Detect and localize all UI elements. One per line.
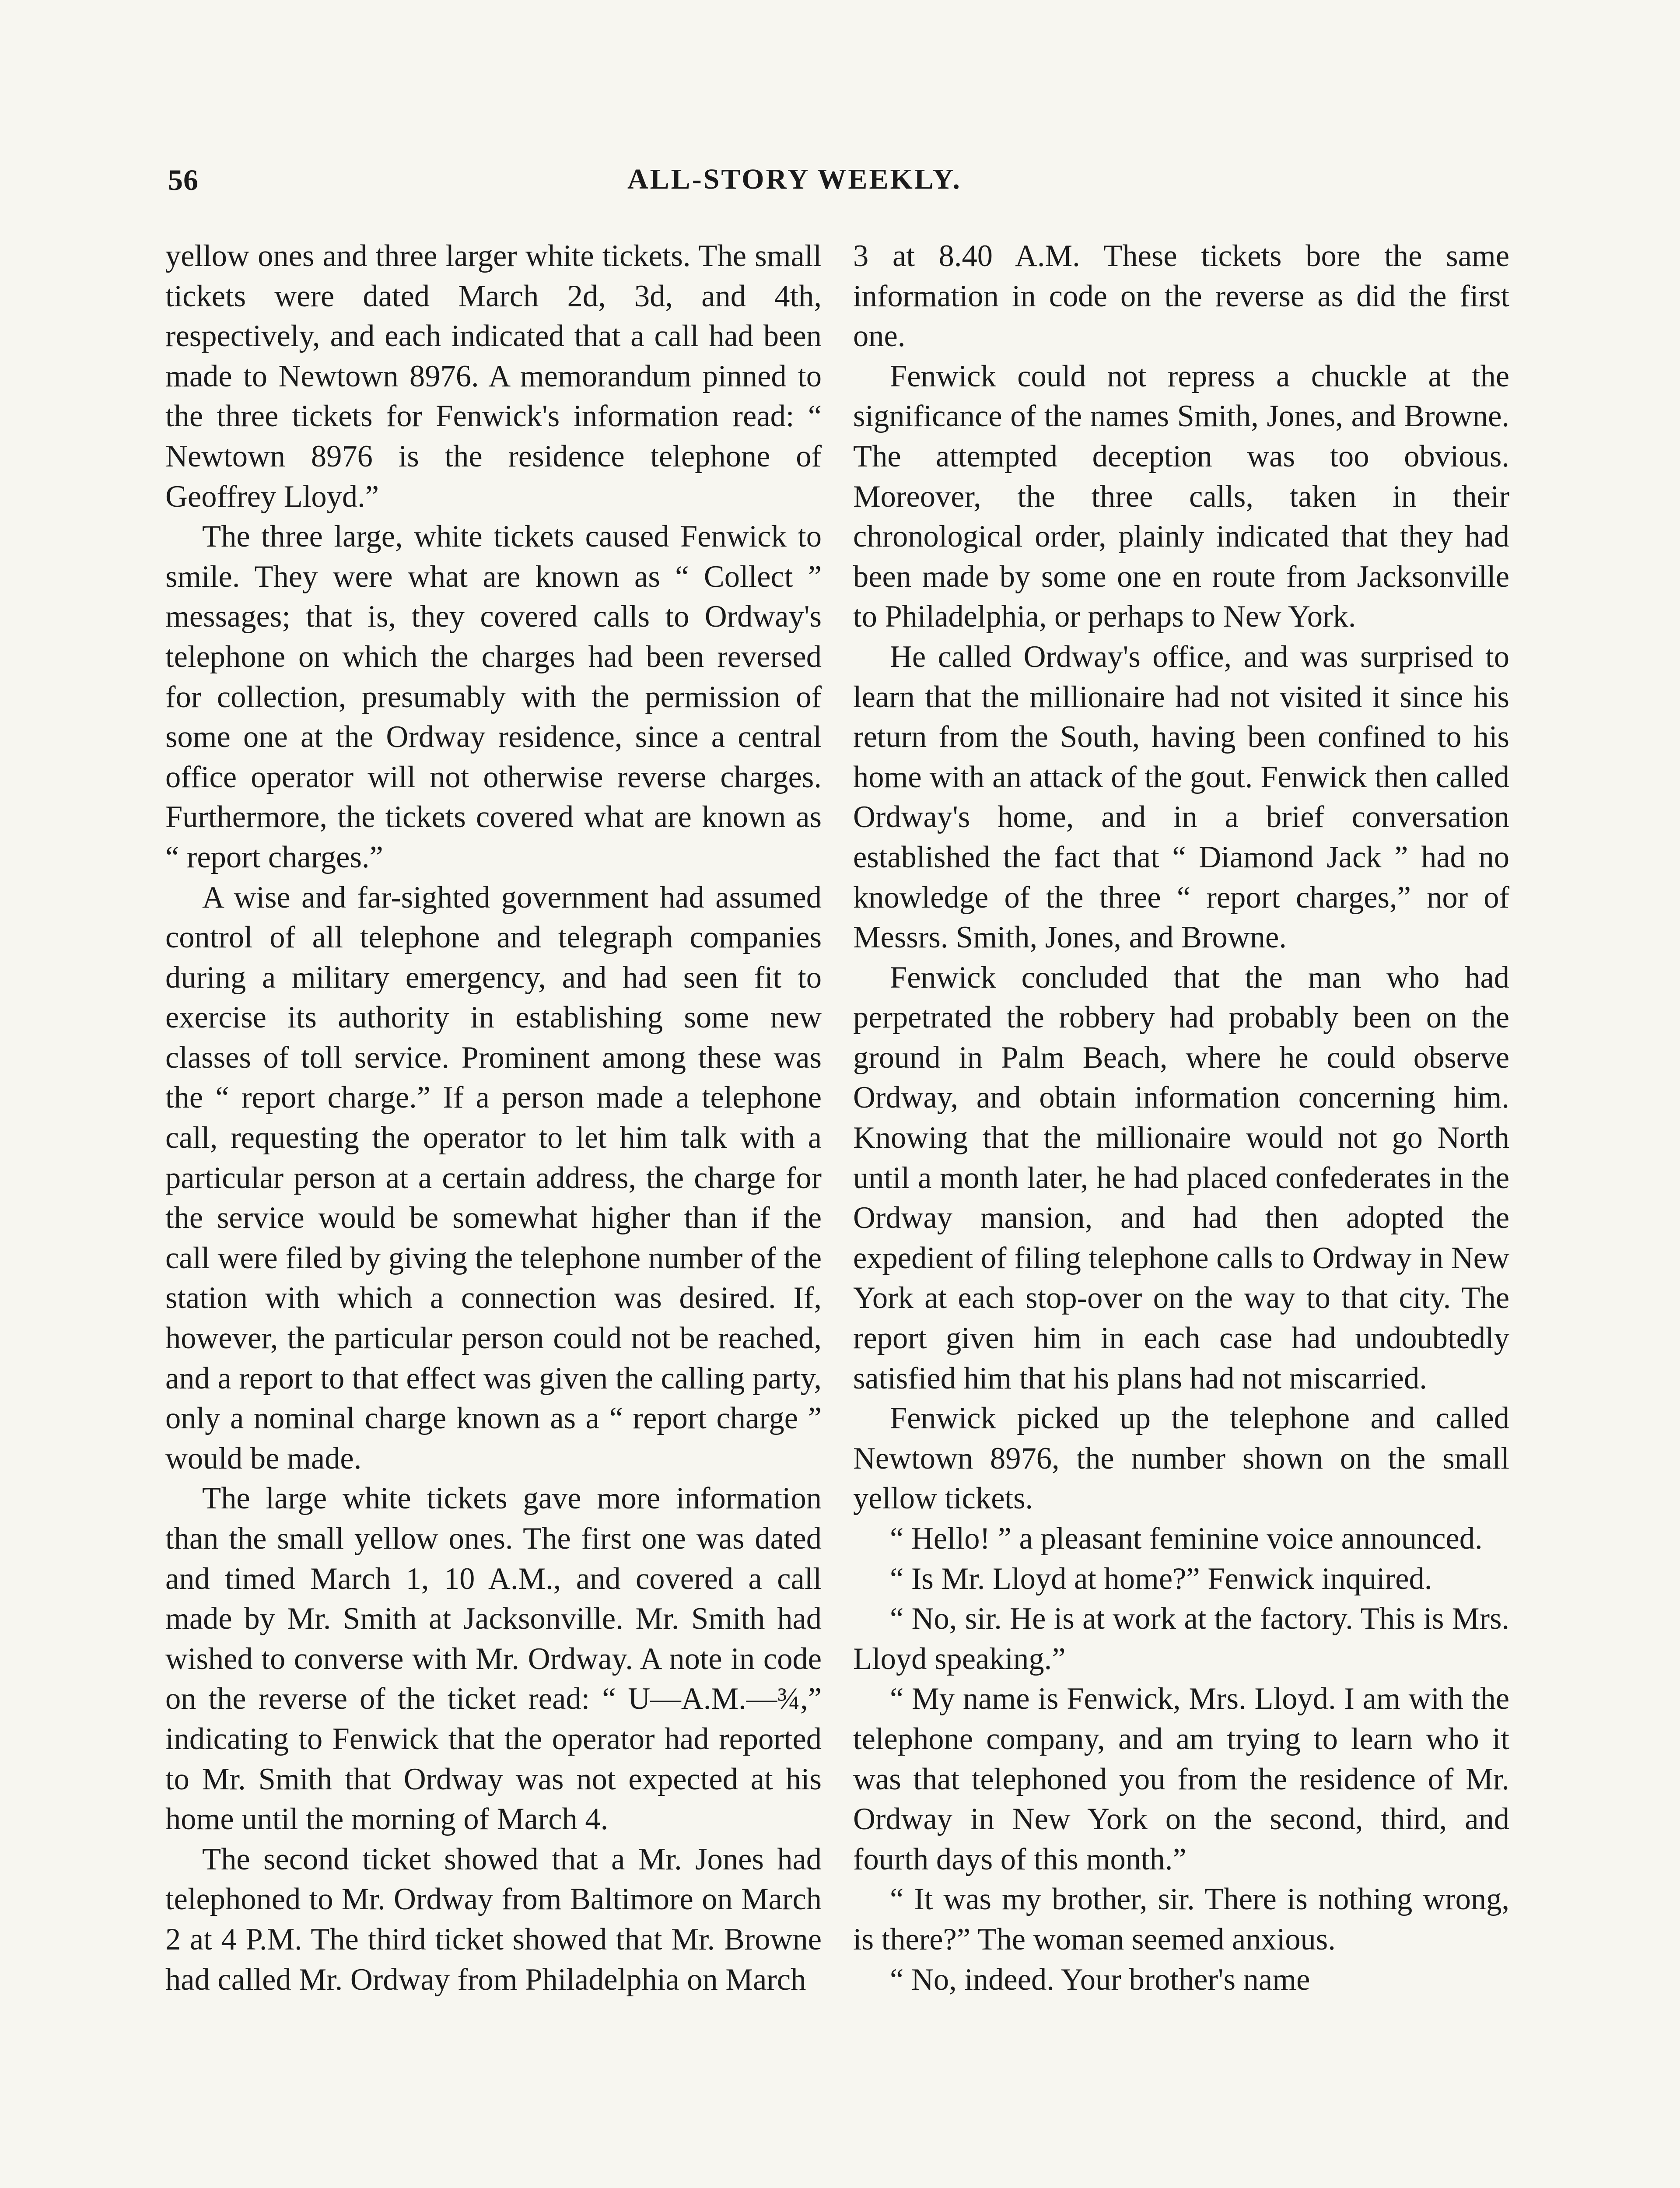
paragraph: “ Hello! ” a pleasant feminine voice announced.	[890, 1522, 1483, 1556]
right-column	[853, 236, 1509, 2000]
paragraph: “ No, sir. He is at work at the factory. This is Mrs. Lloyd speaking.”	[853, 1602, 1509, 1676]
page-number: 56	[168, 163, 199, 196]
paragraph: The large white tickets gave more information than the small yellow ones. The first one was dated and timed March 1, 10 A.M., and covered a call made by Mr. Smith at Jacksonville. Mr. Smith had wished to converse with Mr. Ordway. A note in code on the reverse of the ticket read: “ U—A.M.—¾,” indicating to Fenwick that the operator had reported to Mr. Smith that Ordway was not expected at his home until the morning of March 4.	[165, 1481, 822, 1837]
paragraph: He called Ordway's office, and was surprised to learn that the millionaire had not visited it since his return from the South, having been confined to his home with an attack of the gout. Fenwick then called Ordway's home, and in a brief conversation established the fact that “ Diamond Jack ” had no knowledge of the three “ report charges,” nor of Messrs. Smith, Jones, and Browne.	[853, 639, 1509, 955]
paragraph: The second ticket showed that a Mr. Jones had telephoned to Mr. Ordway from Baltimore on March 2 at 4 P.M. The third ticket showed that Mr. Browne had called Mr. Ordway from Philadelphia on March	[165, 1842, 822, 1997]
paragraph: 3 at 8.40 A.M. These tickets bore the same information in code on the reverse as did the first one.	[853, 239, 1509, 354]
paragraph: yellow ones and three larger white tickets. The small tickets were dated March 2d, 3d, and 4th, respectively, and each indicated that a call had been made to Newtown 8976. A memorandum pinned to the three tickets for Fenwick's information read: “ Newtown 8976 is the residence telephone of Geoffrey Lloyd.”	[165, 239, 822, 514]
paragraph: “ Is Mr. Lloyd at home?” Fenwick inquired.	[890, 1561, 1432, 1596]
left-column	[165, 236, 822, 2000]
paragraph: “ No, indeed. Your brother's name	[890, 1962, 1310, 1997]
paragraph: “ My name is Fenwick, Mrs. Lloyd. I am with the telephone company, and am trying to learn who it was that telephoned you from the residence of Mr. Ordway in New York on the second, third, and fourth days of this month.”	[853, 1682, 1509, 1876]
paragraph: Fenwick concluded that the man who had perpetrated the robbery had probably been on the ground in Palm Beach, where he could observe Ordway, and obtain information concerning him. Knowing that the millionaire would not go North until a month later, he had placed confederates in the Ordway mansion, and had then adopted the expedient of filing telephone calls to Ordway in New York at each stop-over on the way to that city. The report given him in each case had undoubtedly satisfied him that his plans had not miscarried.	[853, 960, 1509, 1396]
page-header	[168, 163, 1507, 202]
paragraph: Fenwick could not repress a chuckle at the significance of the names Smith, Jones, and Browne. The attempted deception was too obvious. Moreover, the three calls, taken in their chronological order, plainly indicated that they had been made by some one en route from Jacksonville to Philadelphia, or perhaps to New York.	[853, 359, 1509, 634]
paragraph: “ It was my brother, sir. There is nothing wrong, is there?” The woman seemed anxious.	[853, 1882, 1509, 1957]
paragraph: A wise and far-sighted government had assumed control of all telephone and telegraph companies during a military emergency, and had seen fit to exercise its authority in establishing some new classes of toll service. Prominent among these was the “ report charge.” If a person made a telephone call, requesting the operator to let him talk with a particular person at a certain address, the charge for the service would be somewhat higher than if the call were filed by giving the telephone number of the station with which a connection was desired. If, however, the particular person could not be reached, and a report to that effect was given the calling party, only a nominal charge known as a “ report charge ” would be made.	[165, 880, 822, 1476]
paragraph: Fenwick picked up the telephone and called Newtown 8976, the number shown on the small yellow tickets.	[853, 1401, 1509, 1516]
paragraph: The three large, white tickets caused Fenwick to smile. They were what are known as “ Collect ” messages; that is, they covered calls to Ordway's telephone on which the charges had been reversed for collection, presumably with the permission of some one at the Ordway residence, since a central office operator will not otherwise reverse charges. Furthermore, the tickets covered what are known as “ report charges.”	[165, 519, 822, 874]
magazine-title: ALL-STORY WEEKLY.	[627, 163, 962, 195]
